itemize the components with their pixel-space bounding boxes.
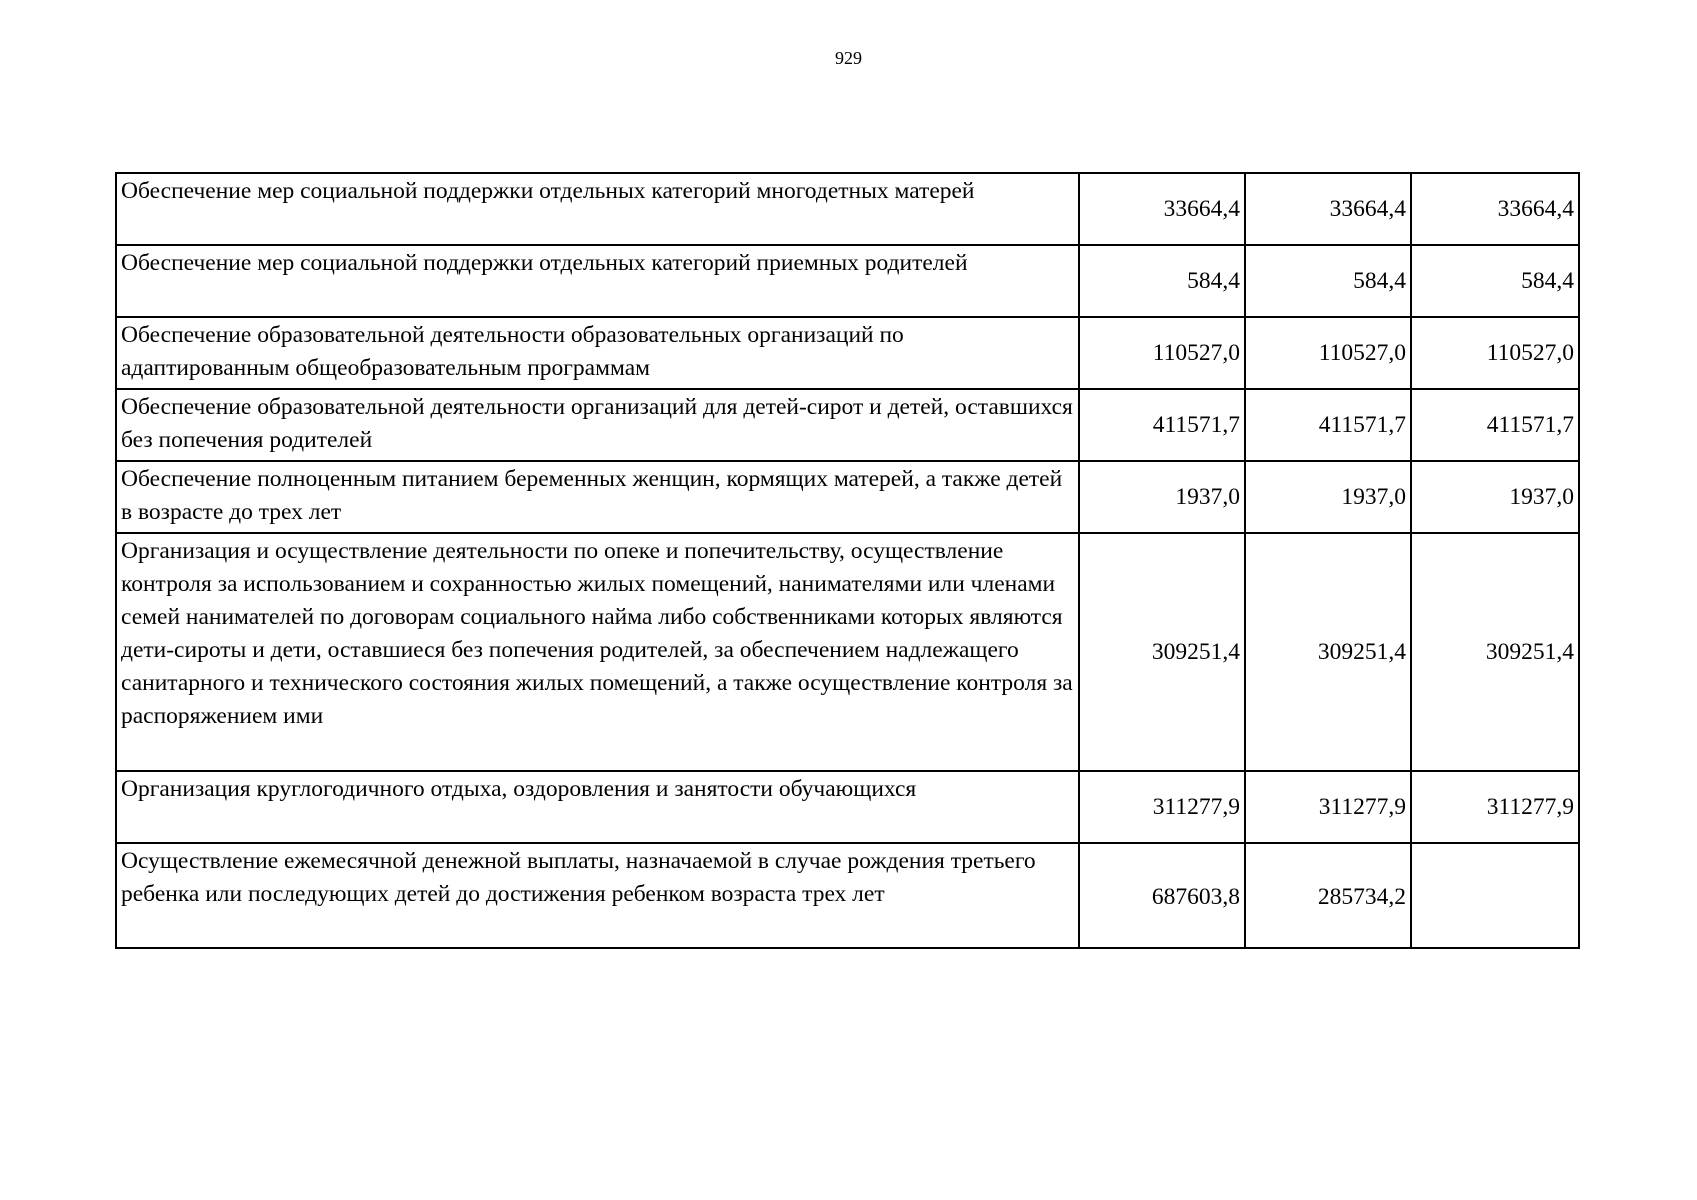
table-row [116, 771, 1579, 843]
row-value-col1: 411571,7 [1079, 389, 1245, 461]
row-value-col3: 110527,0 [1411, 317, 1579, 389]
row-value-col1: 309251,4 [1079, 533, 1245, 771]
row-value-col2: 1937,0 [1245, 461, 1411, 533]
table-row [116, 317, 1579, 389]
row-value-col1: 687603,8 [1079, 843, 1245, 948]
row-value-col2: 311277,9 [1245, 771, 1411, 843]
row-value-col1: 110527,0 [1079, 317, 1245, 389]
row-value-col3: 311277,9 [1411, 771, 1579, 843]
row-description: Обеспечение образовательной деятельности образовательных организаций по адаптированным общеобразовательным программам [116, 317, 1079, 389]
row-value-col2: 411571,7 [1245, 389, 1411, 461]
row-description: Обеспечение образовательной деятельности организаций для детей-сирот и детей, оставшихся без попечения родителей [116, 389, 1079, 461]
row-value-col2: 309251,4 [1245, 533, 1411, 771]
row-value-col2: 285734,2 [1245, 843, 1411, 948]
table-row [116, 245, 1579, 317]
row-value-col3: 1937,0 [1411, 461, 1579, 533]
row-value-col1: 33664,4 [1079, 173, 1245, 245]
row-value-col2: 33664,4 [1245, 173, 1411, 245]
page-number: 929 [835, 48, 862, 68]
row-description: Осуществление ежемесячной денежной выплаты, назначаемой в случае рождения третьего ребенка или последующих детей до достижения ребенком возраста трех лет [116, 843, 1079, 948]
budget-table [115, 172, 1580, 949]
table-row [116, 389, 1579, 461]
row-value-col3: 33664,4 [1411, 173, 1579, 245]
row-description: Обеспечение мер социальной поддержки отдельных категорий приемных родителей [116, 245, 1079, 317]
row-value-col3: 584,4 [1411, 245, 1579, 317]
row-description: Организация круглогодичного отдыха, оздоровления и занятости обучающихся [116, 771, 1079, 843]
row-value-col3 [1411, 843, 1579, 948]
row-description: Обеспечение полноценным питанием беременных женщин, кормящих матерей, а также детей в возрасте до трех лет [116, 461, 1079, 533]
row-value-col2: 584,4 [1245, 245, 1411, 317]
table-row [116, 533, 1579, 771]
table-row [116, 173, 1579, 245]
row-value-col3: 309251,4 [1411, 533, 1579, 771]
row-value-col2: 110527,0 [1245, 317, 1411, 389]
table-row [116, 843, 1579, 948]
row-value-col3: 411571,7 [1411, 389, 1579, 461]
table-row [116, 461, 1579, 533]
row-description: Организация и осуществление деятельности по опеке и попечительству, осуществление контроля за использованием и сохранностью жилых помещений, нанимателями или членами семей нанимателей по договорам социального найма либо собственниками которых являются дети-сироты и дети, оставшиеся без попечения родителей, за обеспечением надлежащего санитарного и технического состояния жилых помещений, а также осуществление контроля за распоряжением ими [116, 533, 1079, 771]
row-value-col1: 311277,9 [1079, 771, 1245, 843]
row-value-col1: 1937,0 [1079, 461, 1245, 533]
row-description: Обеспечение мер социальной поддержки отдельных категорий многодетных матерей [116, 173, 1079, 245]
row-value-col1: 584,4 [1079, 245, 1245, 317]
